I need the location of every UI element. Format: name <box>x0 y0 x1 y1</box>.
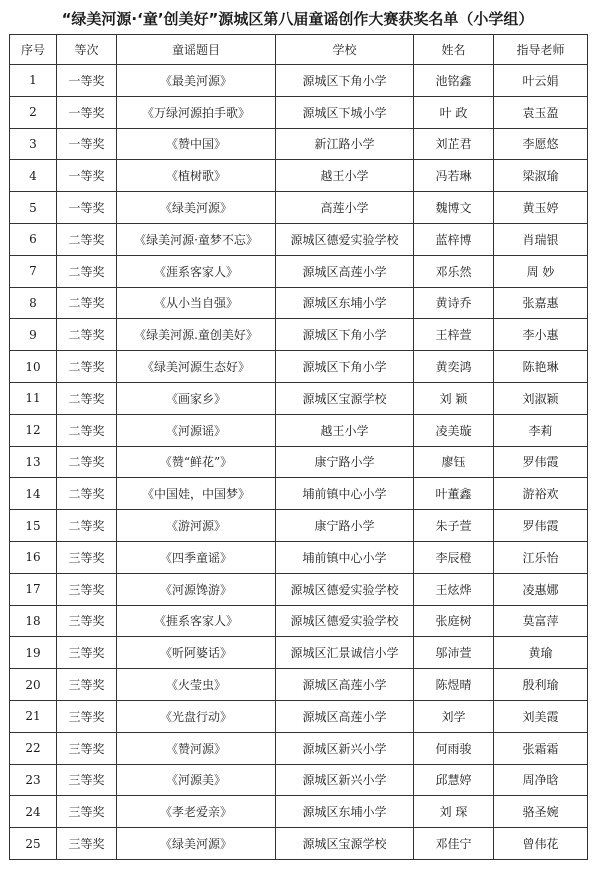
award-level-cell: 一等奖 <box>57 192 117 224</box>
rhyme-title-cell: 《中国娃，中国梦》 <box>117 478 276 510</box>
award-level-cell: 三等奖 <box>57 700 117 732</box>
instructor-cell: 江乐怡 <box>494 541 588 573</box>
rhyme-title-cell: 《赞河源》 <box>117 732 276 764</box>
table-row <box>10 541 588 573</box>
student-name-cell: 王炫烨 <box>414 573 494 605</box>
serial-number-cell: 10 <box>10 351 57 383</box>
school-cell: 源城区下角小学 <box>276 351 414 383</box>
student-name-cell: 邬沛萱 <box>414 637 494 669</box>
instructor-cell: 梁淑瑜 <box>494 160 588 192</box>
table-row <box>10 478 588 510</box>
instructor-cell: 李愿悠 <box>494 128 588 160</box>
table-row <box>10 510 588 542</box>
student-name-cell: 蓝梓博 <box>414 223 494 255</box>
award-level-cell: 二等奖 <box>57 414 117 446</box>
table-row <box>10 637 588 669</box>
instructor-cell: 曾伟花 <box>494 828 588 860</box>
school-cell: 源城区德爱实验学校 <box>276 573 414 605</box>
school-cell: 源城区下城小学 <box>276 96 414 128</box>
instructor-cell: 刘美霞 <box>494 700 588 732</box>
table-row <box>10 446 588 478</box>
award-level-cell: 二等奖 <box>57 446 117 478</box>
instructor-cell: 周 妙 <box>494 255 588 287</box>
rhyme-title-cell: 《绿美河源》 <box>117 192 276 224</box>
table-row <box>10 96 588 128</box>
serial-number-cell: 22 <box>10 732 57 764</box>
award-level-cell: 一等奖 <box>57 65 117 97</box>
school-cell: 越王小学 <box>276 414 414 446</box>
school-cell: 埔前镇中心小学 <box>276 478 414 510</box>
award-level-cell: 一等奖 <box>57 96 117 128</box>
serial-number-cell: 18 <box>10 605 57 637</box>
table-row <box>10 573 588 605</box>
student-name-cell: 叶董鑫 <box>414 478 494 510</box>
rhyme-title-cell: 《绿美河源.童创美好》 <box>117 319 276 351</box>
instructor-cell: 周净晗 <box>494 764 588 796</box>
instructor-cell: 殷利瑜 <box>494 669 588 701</box>
school-cell: 新江路小学 <box>276 128 414 160</box>
table-row <box>10 65 588 97</box>
school-cell: 源城区下角小学 <box>276 319 414 351</box>
award-level-cell: 三等奖 <box>57 764 117 796</box>
serial-number-cell: 1 <box>10 65 57 97</box>
serial-number-cell: 11 <box>10 382 57 414</box>
award-level-cell: 三等奖 <box>57 732 117 764</box>
student-name-cell: 池铭鑫 <box>414 65 494 97</box>
header-student-name: 姓名 <box>414 35 494 65</box>
table-row <box>10 287 588 319</box>
student-name-cell: 何雨骏 <box>414 732 494 764</box>
school-cell: 高莲小学 <box>276 192 414 224</box>
student-name-cell: 凌美璇 <box>414 414 494 446</box>
instructor-cell: 陈艳琳 <box>494 351 588 383</box>
instructor-cell: 骆圣婉 <box>494 796 588 828</box>
rhyme-title-cell: 《河源美》 <box>117 764 276 796</box>
instructor-cell: 李莉 <box>494 414 588 446</box>
rhyme-title-cell: 《从小当自强》 <box>117 287 276 319</box>
rhyme-title-cell: 《捱系客家人》 <box>117 605 276 637</box>
student-name-cell: 叶 政 <box>414 96 494 128</box>
rhyme-title-cell: 《万绿河源拍手歌》 <box>117 96 276 128</box>
serial-number-cell: 8 <box>10 287 57 319</box>
school-cell: 源城区德爱实验学校 <box>276 223 414 255</box>
award-level-cell: 三等奖 <box>57 573 117 605</box>
award-level-cell: 三等奖 <box>57 541 117 573</box>
rhyme-title-cell: 《游河源》 <box>117 510 276 542</box>
student-name-cell: 刘学 <box>414 700 494 732</box>
header-instructor: 指导老师 <box>494 35 588 65</box>
school-cell: 源城区宝源学校 <box>276 382 414 414</box>
table-row <box>10 255 588 287</box>
instructor-cell: 张嘉惠 <box>494 287 588 319</box>
serial-number-cell: 23 <box>10 764 57 796</box>
table-row <box>10 223 588 255</box>
instructor-cell: 张霜霜 <box>494 732 588 764</box>
instructor-cell: 刘淑颖 <box>494 382 588 414</box>
school-cell: 源城区宝源学校 <box>276 828 414 860</box>
school-cell: 越王小学 <box>276 160 414 192</box>
table-row <box>10 828 588 860</box>
rhyme-title-cell: 《火莹虫》 <box>117 669 276 701</box>
header-serial-number: 序号 <box>10 35 57 65</box>
school-cell: 源城区高莲小学 <box>276 255 414 287</box>
school-cell: 源城区东埔小学 <box>276 796 414 828</box>
rhyme-title-cell: 《听阿婆话》 <box>117 637 276 669</box>
rhyme-title-cell: 《涯系客家人》 <box>117 255 276 287</box>
instructor-cell: 叶云娟 <box>494 65 588 97</box>
award-level-cell: 二等奖 <box>57 287 117 319</box>
serial-number-cell: 25 <box>10 828 57 860</box>
student-name-cell: 朱子萱 <box>414 510 494 542</box>
page-title: “绿美河源·‘童’创美好”源城区第八届童谣创作大赛获奖名单（小学组） <box>61 10 534 28</box>
serial-number-cell: 16 <box>10 541 57 573</box>
school-cell: 源城区高莲小学 <box>276 669 414 701</box>
rhyme-title-cell: 《植树歌》 <box>117 160 276 192</box>
school-cell: 康宁路小学 <box>276 510 414 542</box>
serial-number-cell: 14 <box>10 478 57 510</box>
table-row <box>10 382 588 414</box>
student-name-cell: 廖钰 <box>414 446 494 478</box>
instructor-cell: 罗伟霞 <box>494 446 588 478</box>
award-level-cell: 二等奖 <box>57 478 117 510</box>
serial-number-cell: 21 <box>10 700 57 732</box>
school-cell: 源城区新兴小学 <box>276 764 414 796</box>
serial-number-cell: 19 <box>10 637 57 669</box>
instructor-cell: 肖瑞银 <box>494 223 588 255</box>
table-row <box>10 128 588 160</box>
student-name-cell: 黄奕鸿 <box>414 351 494 383</box>
rhyme-title-cell: 《光盘行动》 <box>117 700 276 732</box>
instructor-cell: 罗伟霞 <box>494 510 588 542</box>
header-award-level: 等次 <box>57 35 117 65</box>
serial-number-cell: 6 <box>10 223 57 255</box>
award-level-cell: 一等奖 <box>57 128 117 160</box>
rhyme-title-cell: 《孝老爱亲》 <box>117 796 276 828</box>
award-level-cell: 三等奖 <box>57 828 117 860</box>
student-name-cell: 邱慧婷 <box>414 764 494 796</box>
table-row <box>10 351 588 383</box>
rhyme-title-cell: 《绿美河源·童梦不忘》 <box>117 223 276 255</box>
instructor-cell: 李小惠 <box>494 319 588 351</box>
table-row <box>10 192 588 224</box>
school-cell: 源城区汇景诚信小学 <box>276 637 414 669</box>
table-row <box>10 605 588 637</box>
instructor-cell: 莫富萍 <box>494 605 588 637</box>
rhyme-title-cell: 《河源谣》 <box>117 414 276 446</box>
rhyme-title-cell: 《赞中国》 <box>117 128 276 160</box>
serial-number-cell: 9 <box>10 319 57 351</box>
table-row <box>10 160 588 192</box>
student-name-cell: 黄诗乔 <box>414 287 494 319</box>
student-name-cell: 刘芷君 <box>414 128 494 160</box>
instructor-cell: 凌惠娜 <box>494 573 588 605</box>
award-level-cell: 二等奖 <box>57 382 117 414</box>
award-level-cell: 二等奖 <box>57 510 117 542</box>
instructor-cell: 黄瑜 <box>494 637 588 669</box>
school-cell: 埔前镇中心小学 <box>276 541 414 573</box>
school-cell: 源城区德爱实验学校 <box>276 605 414 637</box>
rhyme-title-cell: 《河源馋游》 <box>117 573 276 605</box>
rhyme-title-cell: 《画家乡》 <box>117 382 276 414</box>
award-level-cell: 二等奖 <box>57 223 117 255</box>
student-name-cell: 张庭树 <box>414 605 494 637</box>
school-cell: 康宁路小学 <box>276 446 414 478</box>
award-level-cell: 一等奖 <box>57 160 117 192</box>
serial-number-cell: 24 <box>10 796 57 828</box>
serial-number-cell: 7 <box>10 255 57 287</box>
rhyme-title-cell: 《赞“鲜花”》 <box>117 446 276 478</box>
instructor-cell: 黄玉婷 <box>494 192 588 224</box>
instructor-cell: 袁玉盈 <box>494 96 588 128</box>
student-name-cell: 冯若琳 <box>414 160 494 192</box>
school-cell: 源城区新兴小学 <box>276 732 414 764</box>
header-school: 学校 <box>276 35 414 65</box>
student-name-cell: 邓佳宁 <box>414 828 494 860</box>
school-cell: 源城区高莲小学 <box>276 700 414 732</box>
table-row <box>10 732 588 764</box>
table-header-row <box>10 35 588 65</box>
serial-number-cell: 3 <box>10 128 57 160</box>
serial-number-cell: 2 <box>10 96 57 128</box>
school-cell: 源城区东埔小学 <box>276 287 414 319</box>
table-row <box>10 319 588 351</box>
serial-number-cell: 17 <box>10 573 57 605</box>
table-row <box>10 796 588 828</box>
award-level-cell: 二等奖 <box>57 351 117 383</box>
student-name-cell: 陈煜晴 <box>414 669 494 701</box>
student-name-cell: 魏博文 <box>414 192 494 224</box>
serial-number-cell: 12 <box>10 414 57 446</box>
rhyme-title-cell: 《绿美河源》 <box>117 828 276 860</box>
table-row <box>10 764 588 796</box>
rhyme-title-cell: 《最美河源》 <box>117 65 276 97</box>
serial-number-cell: 13 <box>10 446 57 478</box>
student-name-cell: 刘 颖 <box>414 382 494 414</box>
instructor-cell: 游裕欢 <box>494 478 588 510</box>
table-row <box>10 669 588 701</box>
award-level-cell: 三等奖 <box>57 637 117 669</box>
student-name-cell: 王梓萱 <box>414 319 494 351</box>
serial-number-cell: 20 <box>10 669 57 701</box>
serial-number-cell: 15 <box>10 510 57 542</box>
award-level-cell: 二等奖 <box>57 319 117 351</box>
table-row <box>10 700 588 732</box>
rhyme-title-cell: 《四季童谣》 <box>117 541 276 573</box>
rhyme-title-cell: 《绿美河源生态好》 <box>117 351 276 383</box>
serial-number-cell: 5 <box>10 192 57 224</box>
header-rhyme-title: 童谣题目 <box>117 35 276 65</box>
award-level-cell: 三等奖 <box>57 669 117 701</box>
award-level-cell: 三等奖 <box>57 605 117 637</box>
table-body <box>10 65 588 860</box>
school-cell: 源城区下角小学 <box>276 65 414 97</box>
award-level-cell: 三等奖 <box>57 796 117 828</box>
serial-number-cell: 4 <box>10 160 57 192</box>
student-name-cell: 李辰橙 <box>414 541 494 573</box>
award-list-table <box>9 34 588 860</box>
table-row <box>10 414 588 446</box>
student-name-cell: 邓乐然 <box>414 255 494 287</box>
student-name-cell: 刘 琛 <box>414 796 494 828</box>
award-level-cell: 二等奖 <box>57 255 117 287</box>
